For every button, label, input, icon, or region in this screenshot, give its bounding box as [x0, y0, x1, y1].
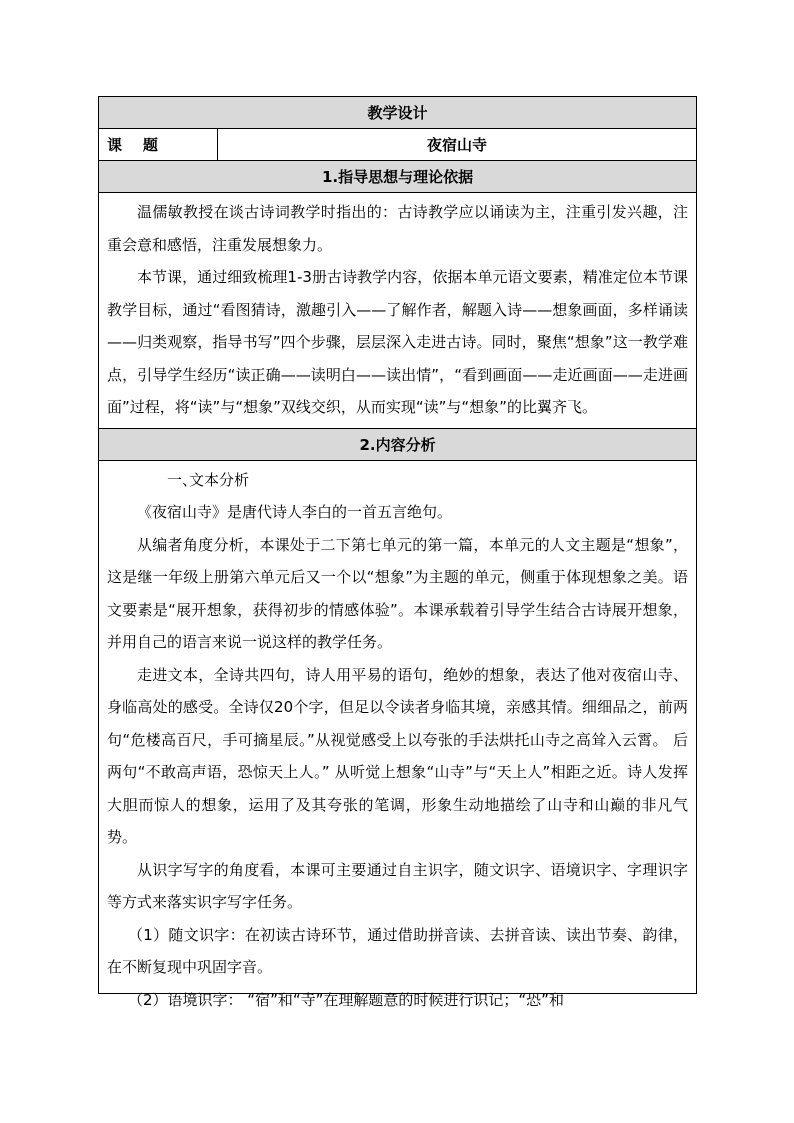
lesson-plan-page — [98, 96, 696, 1009]
section2-item: （2）语境识字： “宿”和“寺”在理解题意的时候进行识记；“恐”和 — [128, 990, 564, 1009]
table-title: 教学设计 — [99, 97, 697, 129]
section1-heading: 1.指导思想与理论依据 — [99, 161, 697, 193]
lesson-plan-table — [98, 96, 697, 1009]
section1-paragraph: 温儒敏教授在谈古诗词教学时指出的：古诗教学应以诵读为主，注重引发兴趣，注重会意和感悟，注重发展想象力。 — [107, 203, 689, 254]
section2-heading: 2.内容分析 — [99, 428, 697, 460]
topic-value: 夜宿山寺 — [218, 129, 697, 161]
subheading-number: 一、 — [167, 470, 198, 489]
section2-item: （1）随文识字：在初读古诗环节，通过借助拼音读、去拼音读、读出节奏、韵律，在不断复现中巩固字音。 — [107, 925, 689, 976]
section2-paragraph: 从识字写字的角度看，本课可主要通过自主识字，随文识字、语境识字、字理识字等方式来落实识字写字任务。 — [107, 860, 689, 911]
section2-body — [99, 460, 697, 1009]
section2-subheading — [107, 464, 688, 497]
topic-label: 课 题 — [99, 129, 218, 161]
section2-paragraph: 走进文本，全诗共四句，诗人用平易的语句，绝妙的想象，表达了他对夜宿山寺、身临高处的感受。全诗仅20个字，但足以令读者身临其境，亲感其情。细细品之，前两句“危楼高百尺，手可摘星辰。”从视觉感受上以夸张的手法烘托山寺之高耸入云霄。 后两句“不敢高声语，恐惊天上人。” 从听觉上想象“山寺”与“天上人”相距之近。诗人发挥大胆而惊人的想象，运用了及其夸张的笔调，形象生动地描绘了山寺和山巅的非凡气势。 — [107, 665, 689, 846]
section1-body — [99, 193, 697, 429]
section2-paragraph: 《夜宿山寺》是唐代诗人李白的一首五言绝句。 — [137, 503, 453, 521]
section2-paragraph: 从编者角度分析，本课处于二下第七单元的第一篇，本单元的人文主题是“想象”，这是继一年级上册第六单元后又一个以“想象”为主题的单元，侧重于体现想象之美。语文要素是“展开想象，获得初步的情感体验”。本课承载着引导学生结合古诗展开想象，并用自己的语言来说一说这样的教学任务。 — [107, 535, 689, 651]
section1-paragraph: 本节课，通过细致梳理1-3册古诗教学内容，依据本单元语文要素，精准定位本节课教学目标，通过“看图猜诗，激趣引入——了解作者，解题入诗——想象画面，多样诵读——归类观察，指导书写”四个步骤，层层深入走进古诗。同时，聚焦“想象”这一教学难点，引导学生经历“读正确——读明白——读出情”，“看到画面——走近画面——走进画面”过程，将“读”与“想象”双线交织，从而实现“读”与“想象”的比翼齐飞。 — [107, 268, 689, 416]
subheading-text: 文本分析 — [189, 470, 250, 489]
